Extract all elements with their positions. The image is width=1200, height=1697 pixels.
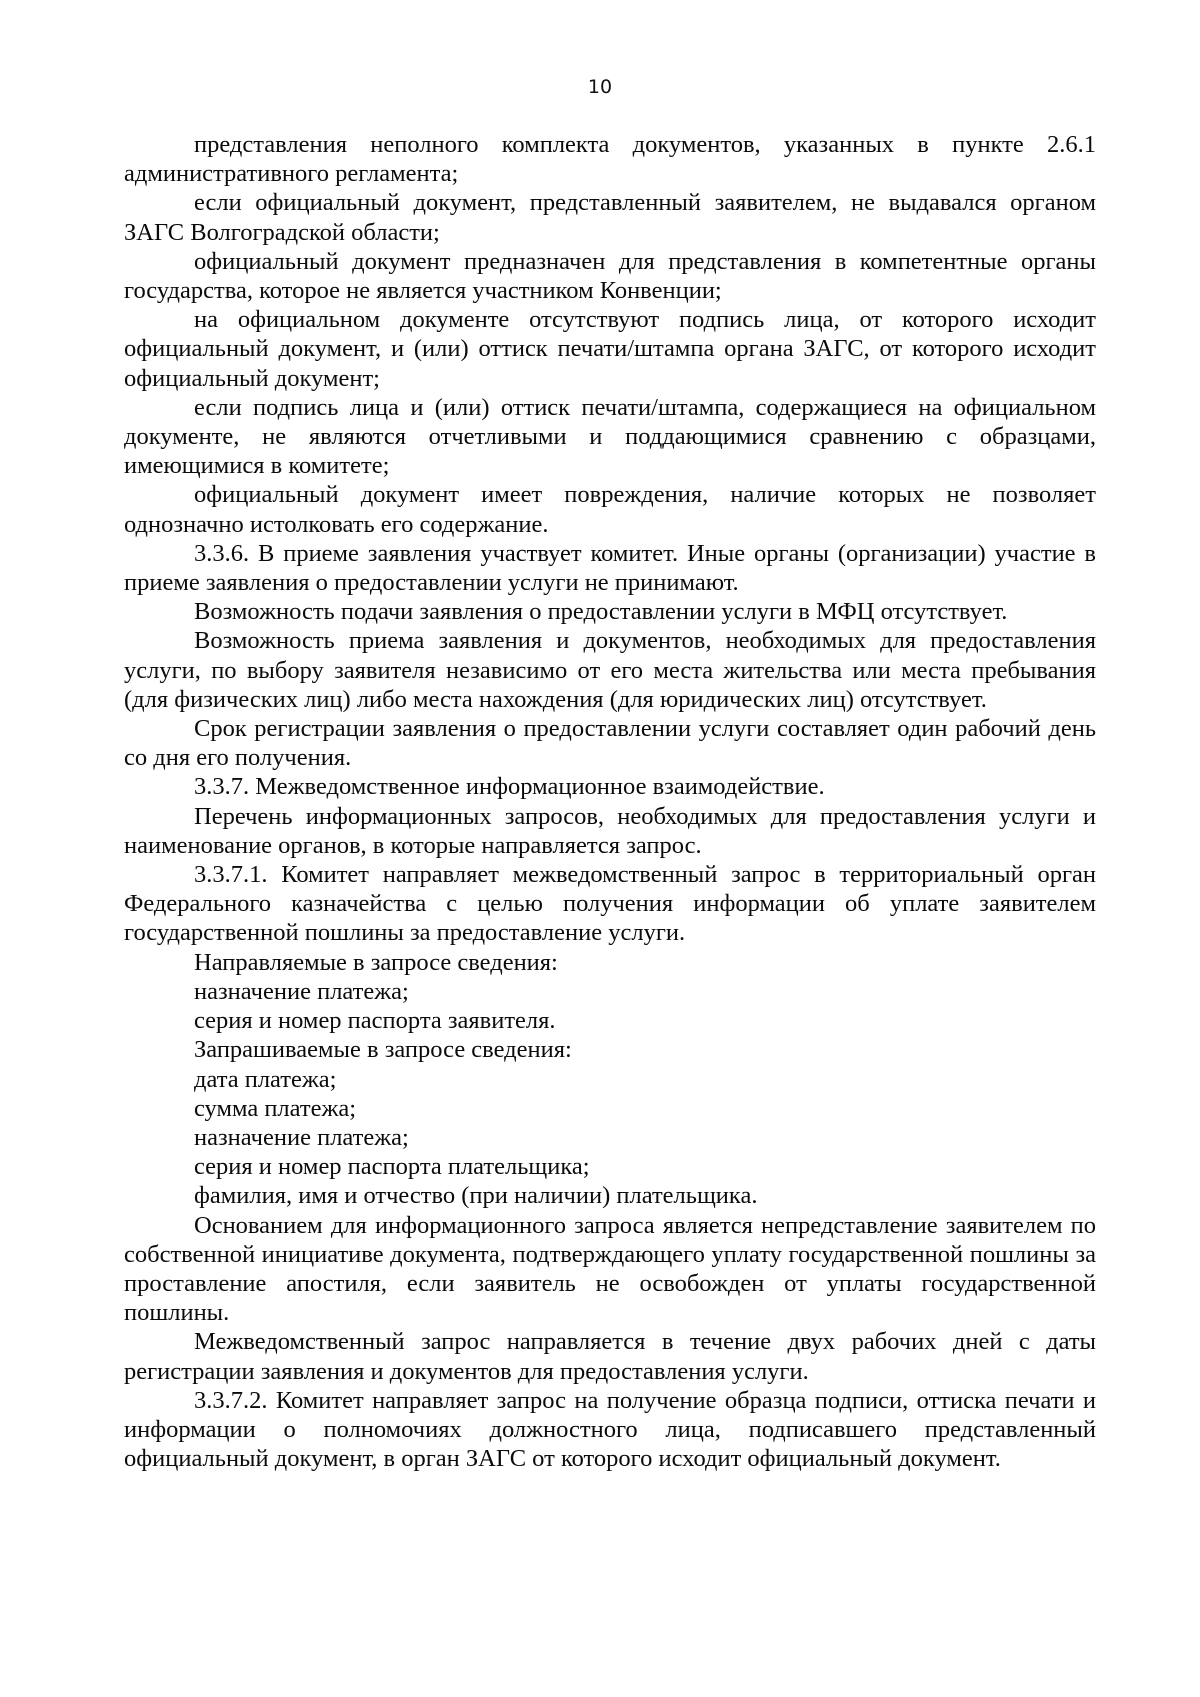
list-item: сумма платежа; xyxy=(194,1094,357,1122)
paragraph-not-issued-by-zags: если официальный документ, представленный заявителем, не выдавался органом ЗАГС Волгоградской области; xyxy=(124,189,1096,246)
paragraph-missing-signature-seal: на официальном документе отсутствуют подпись лица, от которого исходит официальный документ, и (или) оттиск печати/штампа органа ЗАГС, от которого исходит официальный документ; xyxy=(124,306,1096,392)
list-item: серия и номер паспорта заявителя. xyxy=(194,1007,556,1035)
paragraph-3-3-6: 3.3.6. В приеме заявления участвует комитет. Иные органы (организации) участие в приеме заявления о предоставлении услуги не принимают. xyxy=(124,539,1096,597)
paragraph-damaged-document: официальный документ имеет повреждения, наличие которых не позволяет однозначно истолковать его содержание. xyxy=(124,481,1096,538)
paragraph-3-3-7-1: 3.3.7.1. Комитет направляет межведомственный запрос в территориальный орган Федерального казначейства с целью получения информации об уплате заявителем государственной пошлины за предоставление услуги. xyxy=(124,861,1096,947)
list-heading-sent-info: Направляемые в запросе сведения: xyxy=(194,948,558,976)
document-body xyxy=(124,130,1096,1473)
list-item: фамилия, имя и отчество (при наличии) плательщика. xyxy=(194,1182,758,1210)
paragraph-non-convention-state: официальный документ предназначен для представления в компетентные органы государства, которое не является участником Конвенции; xyxy=(124,247,1096,305)
list-item: серия и номер паспорта плательщика; xyxy=(194,1153,590,1181)
paragraph-extraterritorial: Возможность приема заявления и документов, необходимых для предоставления услуги, по выбору заявителя независимо от его места жительства или места пребывания (для физических лиц) либо места нахождения (для юридических лиц) отсутствует. xyxy=(124,627,1096,713)
paragraph-registration-term: Срок регистрации заявления о предоставлении услуги составляет один рабочий день со дня его получения. xyxy=(124,715,1096,772)
paragraph-3-3-7: 3.3.7. Межведомственное информационное взаимодействие. xyxy=(194,773,825,801)
list-item: назначение платежа; xyxy=(194,977,409,1005)
paragraph-request-basis: Основанием для информационного запроса является непредставление заявителем по собственной инициативе документа, подтверждающего уплату государственной пошлины за проставление апостиля, если заявитель не освобожден от уплаты государственной пошлины. xyxy=(124,1211,1096,1327)
page-number: 10 xyxy=(587,76,613,98)
list-item: назначение платежа; xyxy=(194,1123,409,1151)
paragraph-3-3-7-2: 3.3.7.2. Комитет направляет запрос на получение образца подписи, оттиска печати и информации о полномочиях должностного лица, подписавшего представленный официальный документ, в орган ЗАГС от которого исходит официальный документ. xyxy=(124,1386,1096,1473)
list-heading-requested-info: Запрашиваемые в запросе сведения: xyxy=(194,1036,572,1064)
paragraph-requests-list: Перечень информационных запросов, необходимых для предоставления услуги и наименование органов, в которые направляется запрос. xyxy=(124,802,1096,859)
paragraph-illegible-signature: если подпись лица и (или) оттиск печати/штампа, содержащиеся на официальном документе, не являются отчетливыми и поддающимися сравнению с образцами, имеющимися в комитете; xyxy=(124,393,1096,480)
paragraph-request-term: Межведомственный запрос направляется в течение двух рабочих дней с даты регистрации заявления и документов для предоставления услуги. xyxy=(124,1328,1096,1385)
list-item: дата платежа; xyxy=(194,1065,337,1093)
paragraph-mfc-not-available: Возможность подачи заявления о предоставлении услуги в МФЦ отсутствует. xyxy=(194,598,1008,626)
paragraph-incomplete-documents: представления неполного комплекта документов, указанных в пункте 2.6.1 административного регламента; xyxy=(124,131,1096,188)
